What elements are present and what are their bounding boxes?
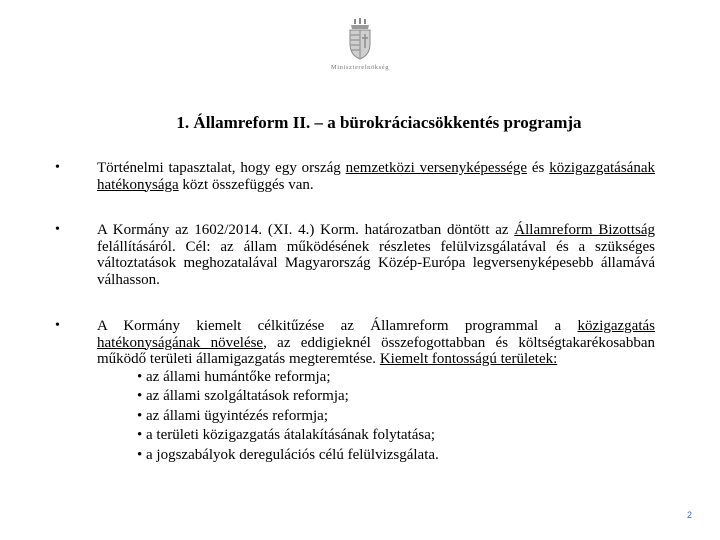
bullet-text: Történelmi tapasztalat, hogy egy ország nemzetközi versenyképessége és közigazgatásának hatékonysága közt összefüggés van. bbox=[97, 160, 655, 193]
bullet-text: A Kormány az 1602/2014. (XI. 4.) Korm. határozatban döntött az Államreform Bizottság felállításáról. Cél: az állam működésének részletes felülvizsgálatával és a szükséges változtatások meghozatalával Magyarország Közép-Európa legversenyképesebb államává válhasson. bbox=[97, 222, 656, 288]
ministry-name: Miniszterelnökség bbox=[330, 64, 390, 71]
emphasis-text: közigazgatásának hatékonysága bbox=[97, 160, 655, 193]
bullet-symbol: • bbox=[55, 318, 60, 333]
bullet-text: A Kormány kiemelt célkitűzése az Államreform programmal a közigazgatás hatékonyságának növelése, az eddigieknél összefogottabban és költségtakarékosabban működő területi államigazgatás megteremtése. Kiemelt fontosságú területek: bbox=[97, 318, 655, 367]
emphasis-text: Államreform Bizottság bbox=[514, 222, 656, 238]
bullet-item bbox=[55, 222, 655, 288]
sub-list-item: • a területi közigazgatás átalakításának folytatása; bbox=[137, 427, 436, 444]
emphasis-text: nemzetközi versenyképessége bbox=[345, 160, 528, 176]
page-title: 1. Államreform II. – a bürokráciacsökkentés programja bbox=[176, 113, 582, 132]
ministry-logo bbox=[318, 18, 402, 78]
emphasis-text: Kiemelt fontosságú területek: bbox=[379, 351, 558, 367]
sub-list-item: • az állami ügyintézés reformja; bbox=[137, 407, 329, 424]
emphasis-text: közigazgatás hatékonyságának növelése bbox=[97, 318, 655, 351]
page-number: 2 bbox=[686, 510, 692, 520]
hungarian-coat-of-arms-icon bbox=[347, 18, 373, 60]
bullet-list bbox=[55, 160, 655, 465]
bullet-symbol: • bbox=[55, 160, 60, 175]
sub-list-item: • a jogszabályok deregulációs célú felülvizsgálata. bbox=[137, 446, 439, 463]
bullet-item bbox=[55, 318, 655, 465]
sub-list-item: • az állami szolgáltatások reformja; bbox=[137, 388, 349, 405]
sub-list-item: • az állami humántőke reformja; bbox=[137, 368, 331, 385]
bullet-symbol: • bbox=[55, 222, 60, 237]
sub-list bbox=[97, 368, 655, 466]
bullet-item bbox=[55, 160, 655, 193]
